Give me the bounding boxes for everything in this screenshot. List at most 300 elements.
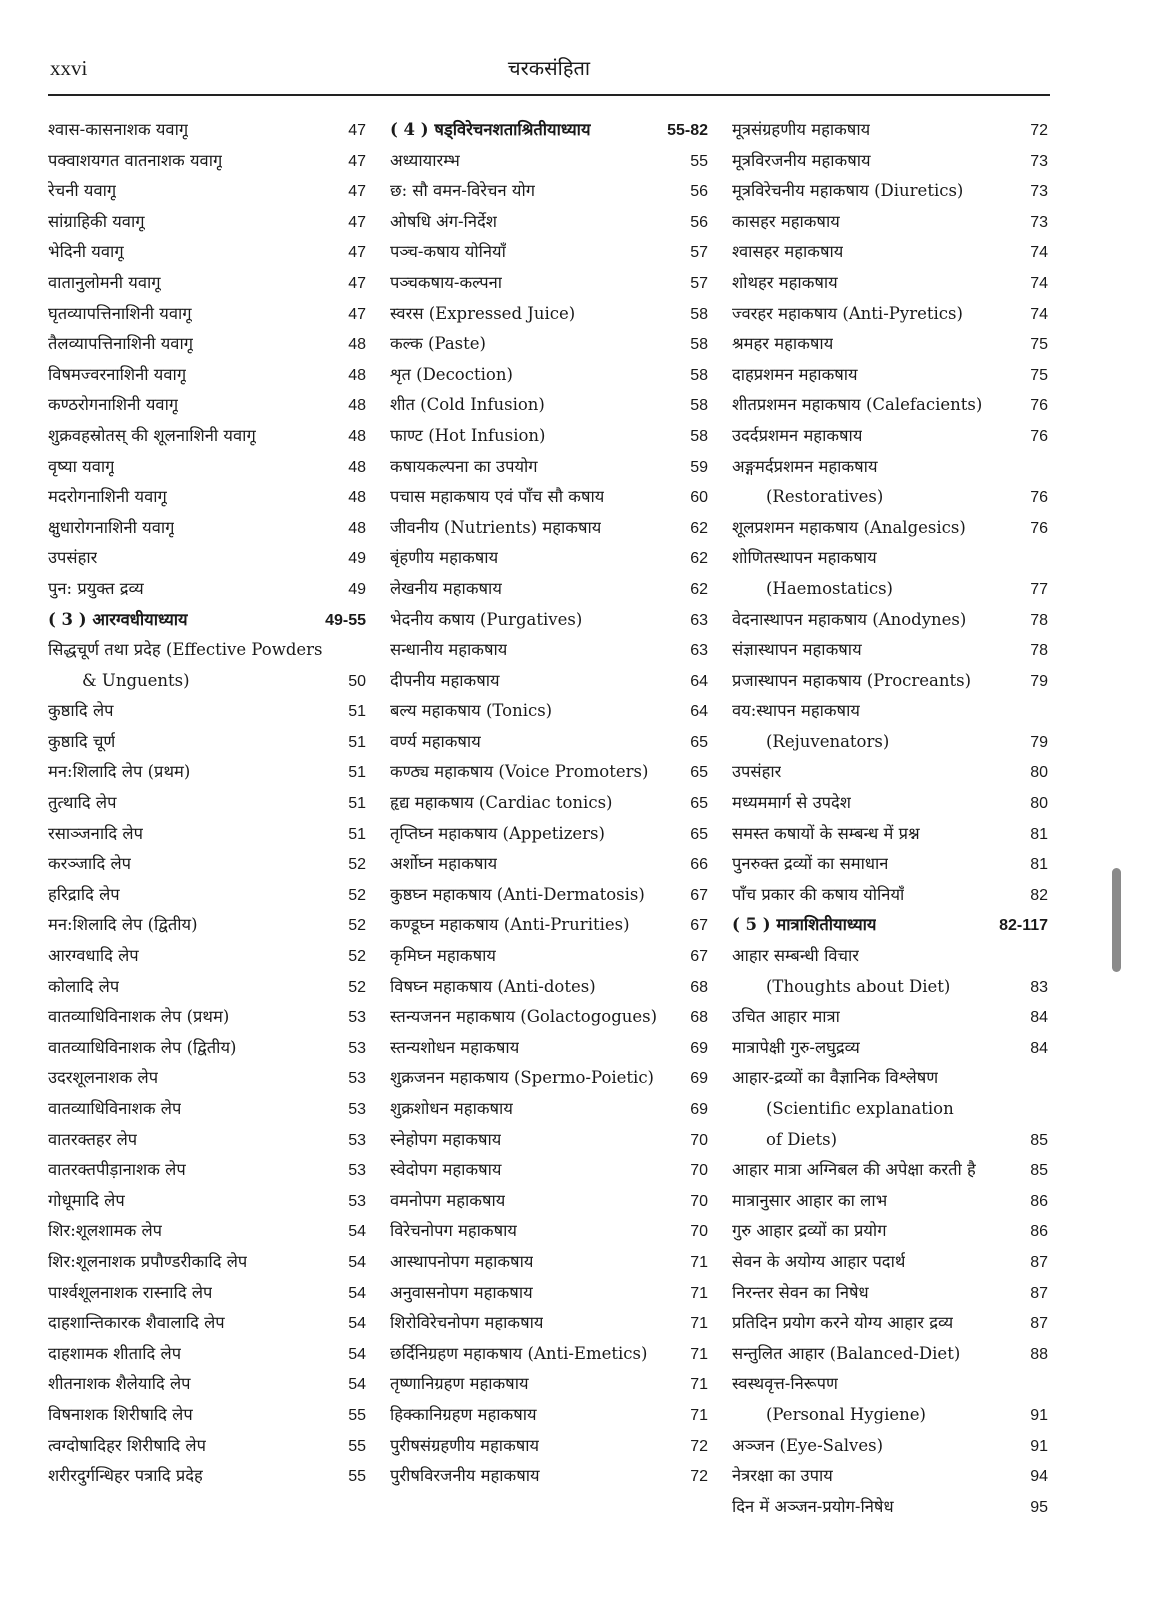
toc-entry xyxy=(48,788,366,819)
toc-column-2 xyxy=(390,115,708,1492)
toc-entry xyxy=(48,543,366,574)
entry-page-number: 52 xyxy=(348,886,366,904)
toc-entry xyxy=(732,176,1048,207)
entry-title: वृष्या यवागू xyxy=(48,456,115,476)
entry-title: कषायकल्पना का उपयोग xyxy=(390,456,538,476)
entry-title: स्वस्थवृत्त-निरूपण xyxy=(732,1374,838,1394)
toc-entry xyxy=(48,513,366,544)
toc-entry xyxy=(48,360,366,391)
entry-title: ज्वरहर महाकषाय (Anti-Pyretics) xyxy=(732,303,963,323)
entry-page-number: 65 xyxy=(690,825,708,843)
entry-page-number: 64 xyxy=(690,703,708,721)
entry-page-number: 85 xyxy=(1030,1131,1048,1149)
entry-title: पुरीषसंग्रहणीय महाकषाय xyxy=(390,1435,540,1455)
toc-entry xyxy=(732,880,1048,911)
entry-title: आरग्वधादि लेप xyxy=(48,946,139,966)
toc-entry xyxy=(390,849,708,880)
entry-title: of Diets) xyxy=(766,1129,838,1149)
entry-page-number: 57 xyxy=(690,244,708,262)
entry-title: दिन में अञ्जन-प्रयोग-निषेध xyxy=(732,1496,894,1516)
entry-title: गुरु आहार द्रव्यों का प्रयोग xyxy=(732,1221,887,1241)
chapter-heading-entry xyxy=(48,605,366,636)
book-title: चरकसंहिता xyxy=(507,56,591,80)
entry-title: (Rejuvenators) xyxy=(766,731,890,751)
entry-page-number: 74 xyxy=(1030,274,1048,292)
toc-entry xyxy=(48,176,366,207)
entry-page-number: 51 xyxy=(348,795,366,813)
toc-entry xyxy=(390,452,708,483)
entry-page-number: 50 xyxy=(348,672,366,690)
entry-title: कल्क (Paste) xyxy=(390,334,486,354)
entry-title: फाण्ट (Hot Infusion) xyxy=(390,425,546,445)
entry-page-number: 67 xyxy=(690,886,708,904)
toc-entry xyxy=(732,1278,1048,1309)
entry-page-number: 71 xyxy=(690,1406,708,1424)
entry-title: (Restoratives) xyxy=(766,487,884,507)
toc-entry xyxy=(48,574,366,605)
entry-title: मन:शिलादि लेप (द्वितीय) xyxy=(48,915,198,935)
toc-entry xyxy=(732,1063,1048,1094)
entry-title: तैलव्यापत्तिनाशिनी यवागू xyxy=(48,334,194,354)
entry-page-number: 76 xyxy=(1030,489,1048,507)
entry-title: सन्तुलित आहार (Balanced-Diet) xyxy=(732,1343,961,1363)
entry-title: शूलप्रशमन महाकषाय (Analgesics) xyxy=(732,517,966,537)
toc-entry xyxy=(390,788,708,819)
toc-entry xyxy=(48,482,366,513)
entry-page-number: 78 xyxy=(1030,642,1048,660)
toc-entry xyxy=(390,574,708,605)
entry-title: पार्श्वशूलनाशक रास्नादि लेप xyxy=(48,1282,213,1302)
entry-page-number: 58 xyxy=(690,305,708,323)
entry-title: विषमज्वरनाशिनी यवागू xyxy=(48,364,187,384)
entry-page-number: 48 xyxy=(348,336,366,354)
entry-title: शीतनाशक शैलेयादि लेप xyxy=(48,1374,191,1394)
entry-page-number: 55-82 xyxy=(667,122,708,139)
entry-page-number: 68 xyxy=(690,978,708,996)
entry-page-number: 49-55 xyxy=(325,611,366,629)
entry-title: कासहर महाकषाय xyxy=(732,211,840,231)
toc-entry xyxy=(732,268,1048,299)
entry-page-number: 87 xyxy=(1030,1284,1048,1302)
entry-page-number: 85 xyxy=(1030,1162,1048,1180)
entry-title: प्रजास्थापन महाकषाय (Procreants) xyxy=(732,670,972,690)
entry-page-number: 82 xyxy=(1030,886,1048,904)
toc-entry xyxy=(732,1002,1048,1033)
toc-column-3 xyxy=(732,115,1048,1522)
entry-page-number: 49 xyxy=(348,580,366,598)
entry-title: आहार-द्रव्यों का वैज्ञानिक विश्लेषण xyxy=(732,1068,939,1088)
page-number: xxvi xyxy=(50,56,88,80)
entry-page-number: 63 xyxy=(690,642,708,660)
entry-title: शीत (Cold Infusion) xyxy=(390,395,545,415)
entry-title: दीपनीय महाकषाय xyxy=(390,670,500,690)
entry-title: शरीरदुर्गन्धिहर पत्रादि प्रदेह xyxy=(48,1466,203,1486)
toc-entry xyxy=(732,115,1048,146)
toc-entry xyxy=(48,727,366,758)
entry-title: वय:स्थापन महाकषाय xyxy=(732,701,860,721)
toc-entry xyxy=(48,1400,366,1431)
toc-entry xyxy=(390,1278,708,1309)
entry-page-number: 70 xyxy=(690,1131,708,1149)
entry-page-number: 76 xyxy=(1030,519,1048,537)
entry-title: घृतव्यापत्तिनाशिनी यवागू xyxy=(48,303,192,323)
toc-entry xyxy=(390,1308,708,1339)
entry-title: सन्धानीय महाकषाय xyxy=(390,640,508,660)
entry-title: शोणितस्थापन महाकषाय xyxy=(732,548,877,568)
entry-title: वेदनास्थापन महाकषाय (Anodynes) xyxy=(732,609,967,629)
entry-title: कोलादि लेप xyxy=(48,976,120,996)
toc-entry xyxy=(390,1400,708,1431)
toc-entry xyxy=(732,299,1048,330)
toc-entry xyxy=(732,972,1048,1003)
toc-column-1 xyxy=(48,115,366,1492)
toc-entry xyxy=(48,207,366,238)
entry-title: विरेचनोपग महाकषाय xyxy=(390,1221,517,1241)
entry-page-number: 52 xyxy=(348,978,366,996)
entry-page-number: 70 xyxy=(690,1162,708,1180)
entry-page-number: 60 xyxy=(690,489,708,507)
entry-title: कुष्ठघ्न महाकषाय (Anti-Dermatosis) xyxy=(390,884,645,904)
entry-page-number: 53 xyxy=(348,1009,366,1027)
entry-page-number: 87 xyxy=(1030,1315,1048,1333)
entry-title: तुत्थादि लेप xyxy=(48,793,117,813)
toc-entry xyxy=(48,910,366,941)
entry-title: शुक्रशोधन महाकषाय xyxy=(390,1099,513,1118)
entry-title: कण्डूघ्न महाकषाय (Anti-Prurities) xyxy=(390,915,630,935)
toc-entry xyxy=(390,1247,708,1278)
entry-title: (Thoughts about Diet) xyxy=(766,976,951,996)
entry-page-number: 57 xyxy=(690,274,708,292)
entry-page-number: 54 xyxy=(348,1376,366,1394)
toc-entry xyxy=(732,1369,1048,1400)
toc-entry xyxy=(48,1094,366,1125)
entry-title: अञ्जन (Eye-Salves) xyxy=(732,1435,884,1455)
entry-page-number: 79 xyxy=(1030,672,1048,690)
entry-title: ( 3 ) आरग्वधीयाध्याय xyxy=(48,609,188,629)
entry-page-number: 54 xyxy=(348,1223,366,1241)
entry-page-number: 72 xyxy=(690,1437,708,1455)
entry-title: अर्शोघ्न महाकषाय xyxy=(390,854,498,874)
entry-page-number: 80 xyxy=(1030,795,1048,813)
entry-page-number: 56 xyxy=(690,183,708,201)
entry-title: कण्ठरोगनाशिनी यवागू xyxy=(48,395,179,415)
entry-page-number: 71 xyxy=(690,1253,708,1271)
entry-page-number: 47 xyxy=(348,244,366,262)
toc-entry xyxy=(390,513,708,544)
entry-page-number: 62 xyxy=(690,519,708,537)
toc-entry xyxy=(48,452,366,483)
entry-page-number: 53 xyxy=(348,1101,366,1118)
entry-title: पक्वाशयगत वातनाशक यवागू xyxy=(48,150,223,170)
entry-title: अनुवासनोपग महाकषाय xyxy=(390,1282,533,1302)
toc-entry xyxy=(732,1033,1048,1064)
entry-page-number: 49 xyxy=(348,550,366,568)
entry-title: भेदिनी यवागू xyxy=(48,242,124,262)
toc-entry xyxy=(48,237,366,268)
entry-title: पुनरुक्त द्रव्यों का समाधान xyxy=(732,854,889,874)
entry-page-number: 51 xyxy=(348,764,366,782)
entry-page-number: 72 xyxy=(1030,122,1048,139)
entry-page-number: 71 xyxy=(690,1315,708,1333)
entry-title: कुष्ठादि लेप xyxy=(48,701,114,721)
toc-entry xyxy=(48,1431,366,1462)
entry-page-number: 72 xyxy=(690,1468,708,1486)
entry-title: & Unguents) xyxy=(82,670,190,690)
entry-title: नेत्ररक्षा का उपाय xyxy=(732,1466,833,1486)
toc-entry xyxy=(390,1063,708,1094)
toc-entry xyxy=(390,880,708,911)
toc-entry xyxy=(390,1369,708,1400)
entry-page-number: 94 xyxy=(1030,1468,1048,1486)
toc-entry xyxy=(48,1339,366,1370)
entry-title: शुक्रजनन महाकषाय (Spermo-Poietic) xyxy=(390,1068,654,1088)
entry-page-number: 86 xyxy=(1030,1192,1048,1210)
toc-entry xyxy=(390,757,708,788)
entry-title: (Haemostatics) xyxy=(766,578,893,598)
toc-entry xyxy=(390,1461,708,1492)
entry-title: कुष्ठादि चूर्ण xyxy=(48,731,116,751)
entry-page-number: 88 xyxy=(1030,1345,1048,1363)
entry-page-number: 53 xyxy=(348,1039,366,1057)
entry-page-number: 62 xyxy=(690,580,708,598)
toc-entry xyxy=(48,1186,366,1217)
entry-title: कृमिघ्न महाकषाय xyxy=(390,946,496,966)
entry-page-number: 48 xyxy=(348,458,366,476)
entry-page-number: 76 xyxy=(1030,397,1048,415)
toc-entry xyxy=(732,849,1048,880)
entry-title: उदरशूलनाशक लेप xyxy=(48,1068,159,1088)
toc-entry xyxy=(390,1033,708,1064)
toc-entry xyxy=(48,1125,366,1156)
toc-entry xyxy=(48,1247,366,1278)
entry-page-number: 48 xyxy=(348,489,366,507)
entry-page-number: 66 xyxy=(690,856,708,874)
toc-entry xyxy=(390,207,708,238)
toc-entry xyxy=(390,605,708,636)
chapter-heading-entry xyxy=(390,115,708,146)
toc-entry xyxy=(390,696,708,727)
entry-title: त्वग्दोषादिहर शिरीषादि लेप xyxy=(48,1435,206,1455)
entry-title: पुरीषविरजनीय महाकषाय xyxy=(390,1466,540,1486)
entry-page-number: 48 xyxy=(348,427,366,445)
toc-entry xyxy=(732,819,1048,850)
entry-title: अङ्गमर्दप्रशमन महाकषाय xyxy=(732,456,878,476)
toc-entry xyxy=(732,941,1048,972)
entry-page-number: 67 xyxy=(690,948,708,966)
entry-title: उदर्दप्रशमन महाकषाय xyxy=(732,425,863,445)
entry-page-number: 74 xyxy=(1030,305,1048,323)
toc-entry xyxy=(48,819,366,850)
entry-page-number: 52 xyxy=(348,917,366,935)
entry-title: वातव्याधिविनाशक लेप (द्वितीय) xyxy=(48,1037,237,1057)
entry-page-number: 58 xyxy=(690,336,708,354)
entry-title: लेखनीय महाकषाय xyxy=(390,578,502,598)
toc-entry xyxy=(48,972,366,1003)
entry-title: क्षुधारोगनाशिनी यवागू xyxy=(48,517,175,537)
entry-title: हिक्कानिग्रहण महाकषाय xyxy=(390,1404,537,1424)
entry-page-number: 63 xyxy=(690,611,708,629)
toc-entry xyxy=(390,941,708,972)
entry-page-number: 47 xyxy=(348,305,366,323)
entry-page-number: 73 xyxy=(1030,152,1048,170)
entry-page-number: 82-117 xyxy=(999,917,1048,935)
toc-entry xyxy=(48,1308,366,1339)
entry-title: स्तन्यजनन महाकषाय (Golactogogues) xyxy=(390,1007,658,1027)
entry-page-number: 67 xyxy=(690,917,708,935)
entry-title: दाहशान्तिकारक शैवालादि लेप xyxy=(48,1313,225,1333)
toc-entry xyxy=(48,1155,366,1186)
toc-entry xyxy=(390,666,708,697)
entry-title: आहार मात्रा अग्निबल की अपेक्षा करती है xyxy=(732,1160,976,1180)
entry-title: छर्दिनिग्रहण महाकषाय (Anti-Emetics) xyxy=(390,1343,648,1363)
toc-entry xyxy=(390,329,708,360)
toc-entry xyxy=(390,1002,708,1033)
entry-title: पाँच प्रकार की कषाय योनियाँ xyxy=(732,884,905,904)
entry-title: आस्थापनोपग महाकषाय xyxy=(390,1251,534,1271)
entry-title: वातव्याधिविनाशक लेप (प्रथम) xyxy=(48,1007,230,1027)
toc-entry xyxy=(48,1461,366,1492)
toc-entry xyxy=(48,635,366,666)
entry-page-number: 48 xyxy=(348,519,366,537)
toc-entry xyxy=(732,696,1048,727)
entry-page-number: 84 xyxy=(1030,1039,1048,1057)
toc-entry xyxy=(390,360,708,391)
entry-title: हृद्य महाकषाय (Cardiac tonics) xyxy=(390,793,613,813)
toc-entry xyxy=(48,849,366,880)
toc-entry xyxy=(732,237,1048,268)
entry-title: शोथहर महाकषाय xyxy=(732,272,838,292)
entry-page-number: 91 xyxy=(1030,1406,1048,1424)
entry-page-number: 75 xyxy=(1030,336,1048,354)
entry-title: छ: सौ वमन-विरेचन योग xyxy=(390,181,536,201)
toc-entry xyxy=(732,1094,1048,1125)
entry-page-number: 47 xyxy=(348,183,366,201)
entry-title: स्वरस (Expressed Juice) xyxy=(390,303,576,323)
toc-entry xyxy=(732,1461,1048,1492)
entry-page-number: 73 xyxy=(1030,183,1048,201)
entry-title: दाहप्रशमन महाकषाय xyxy=(732,364,858,384)
entry-page-number: 64 xyxy=(690,672,708,690)
toc-entry xyxy=(732,360,1048,391)
entry-page-number: 51 xyxy=(348,733,366,751)
toc-entry xyxy=(732,727,1048,758)
toc-entry xyxy=(390,1125,708,1156)
entry-title: समस्त कषायों के सम्बन्ध में प्रश्न xyxy=(732,823,920,843)
toc-entry xyxy=(732,1339,1048,1370)
entry-page-number: 83 xyxy=(1030,978,1048,996)
entry-title: बल्य महाकषाय (Tonics) xyxy=(390,701,553,721)
entry-page-number: 65 xyxy=(690,733,708,751)
toc-entry xyxy=(732,452,1048,483)
toc-entry xyxy=(732,1216,1048,1247)
entry-page-number: 78 xyxy=(1030,611,1048,629)
entry-page-number: 65 xyxy=(690,764,708,782)
entry-title: शुक्रवहस्रोतस् की शूलनाशिनी यवागू xyxy=(48,425,256,445)
toc-entry xyxy=(390,482,708,513)
entry-title: निरन्तर सेवन का निषेध xyxy=(732,1282,869,1302)
vertical-scrollbar[interactable] xyxy=(1112,868,1121,972)
entry-page-number: 62 xyxy=(690,550,708,568)
toc-entry xyxy=(48,1063,366,1094)
toc-entry xyxy=(732,543,1048,574)
toc-entry xyxy=(732,1492,1048,1523)
entry-page-number: 79 xyxy=(1030,733,1048,751)
entry-page-number: 53 xyxy=(348,1070,366,1088)
entry-title: वर्ण्य महाकषाय xyxy=(390,731,481,751)
toc-entry xyxy=(390,910,708,941)
entry-title: सांग्राहिकी यवागू xyxy=(48,211,145,231)
entry-page-number: 52 xyxy=(348,948,366,966)
entry-title: शिरोविरेचनोपग महाकषाय xyxy=(390,1313,544,1333)
entry-page-number: 54 xyxy=(348,1253,366,1271)
toc-entry xyxy=(732,1400,1048,1431)
toc-entry xyxy=(732,482,1048,513)
toc-entry xyxy=(48,1033,366,1064)
entry-title: (Scientific explanation xyxy=(766,1099,954,1118)
toc-entry xyxy=(390,1186,708,1217)
entry-title: ओषधि अंग-निर्देश xyxy=(390,211,497,231)
toc-entry xyxy=(48,696,366,727)
entry-page-number: 87 xyxy=(1030,1253,1048,1271)
toc-entry xyxy=(48,666,366,697)
toc-entry xyxy=(48,880,366,911)
toc-entry xyxy=(390,1216,708,1247)
entry-page-number: 47 xyxy=(348,122,366,139)
entry-page-number: 71 xyxy=(690,1376,708,1394)
entry-page-number: 69 xyxy=(690,1039,708,1057)
entry-page-number: 51 xyxy=(348,703,366,721)
entry-page-number: 53 xyxy=(348,1131,366,1149)
entry-title: पचास महाकषाय एवं पाँच सौ कषाय xyxy=(390,487,605,507)
entry-title: रेचनी यवागू xyxy=(48,181,117,201)
toc-entry xyxy=(732,635,1048,666)
toc-entry xyxy=(390,237,708,268)
entry-title: श्वास-कासनाशक यवागू xyxy=(48,120,189,139)
entry-page-number: 81 xyxy=(1030,856,1048,874)
entry-page-number: 65 xyxy=(690,795,708,813)
entry-page-number: 81 xyxy=(1030,825,1048,843)
toc-entry xyxy=(732,1125,1048,1156)
toc-entry xyxy=(48,146,366,177)
toc-entry xyxy=(48,1002,366,1033)
entry-title: वातरक्तहर लेप xyxy=(48,1129,138,1149)
entry-title: गोधूमादि लेप xyxy=(48,1190,125,1210)
toc-entry xyxy=(390,1431,708,1462)
entry-page-number: 69 xyxy=(690,1070,708,1088)
entry-page-number: 73 xyxy=(1030,213,1048,231)
entry-title: श्रमहर महाकषाय xyxy=(732,334,834,354)
toc-entry xyxy=(48,299,366,330)
entry-title: मात्रानुसार आहार का लाभ xyxy=(732,1190,888,1210)
entry-page-number: 51 xyxy=(348,825,366,843)
entry-page-number: 75 xyxy=(1030,366,1048,384)
toc-entry xyxy=(390,972,708,1003)
entry-title: सिद्धचूर्ण तथा प्रदेह (Effective Powders xyxy=(48,640,323,660)
entry-page-number: 58 xyxy=(690,427,708,445)
entry-page-number: 48 xyxy=(348,366,366,384)
entry-title: मदरोगनाशिनी यवागू xyxy=(48,487,167,507)
entry-page-number: 56 xyxy=(690,213,708,231)
entry-title: पञ्च-कषाय योनियाँ xyxy=(390,242,506,262)
toc-entry xyxy=(732,1431,1048,1462)
entry-page-number: 69 xyxy=(690,1101,708,1118)
toc-entry xyxy=(732,788,1048,819)
entry-page-number: 77 xyxy=(1030,580,1048,598)
entry-title: करञ्जादि लेप xyxy=(48,854,132,874)
toc-entry xyxy=(390,727,708,758)
entry-title: कण्ठ्य महाकषाय (Voice Promoters) xyxy=(390,762,649,782)
entry-title: तृप्तिघ्न महाकषाय (Appetizers) xyxy=(390,823,605,843)
